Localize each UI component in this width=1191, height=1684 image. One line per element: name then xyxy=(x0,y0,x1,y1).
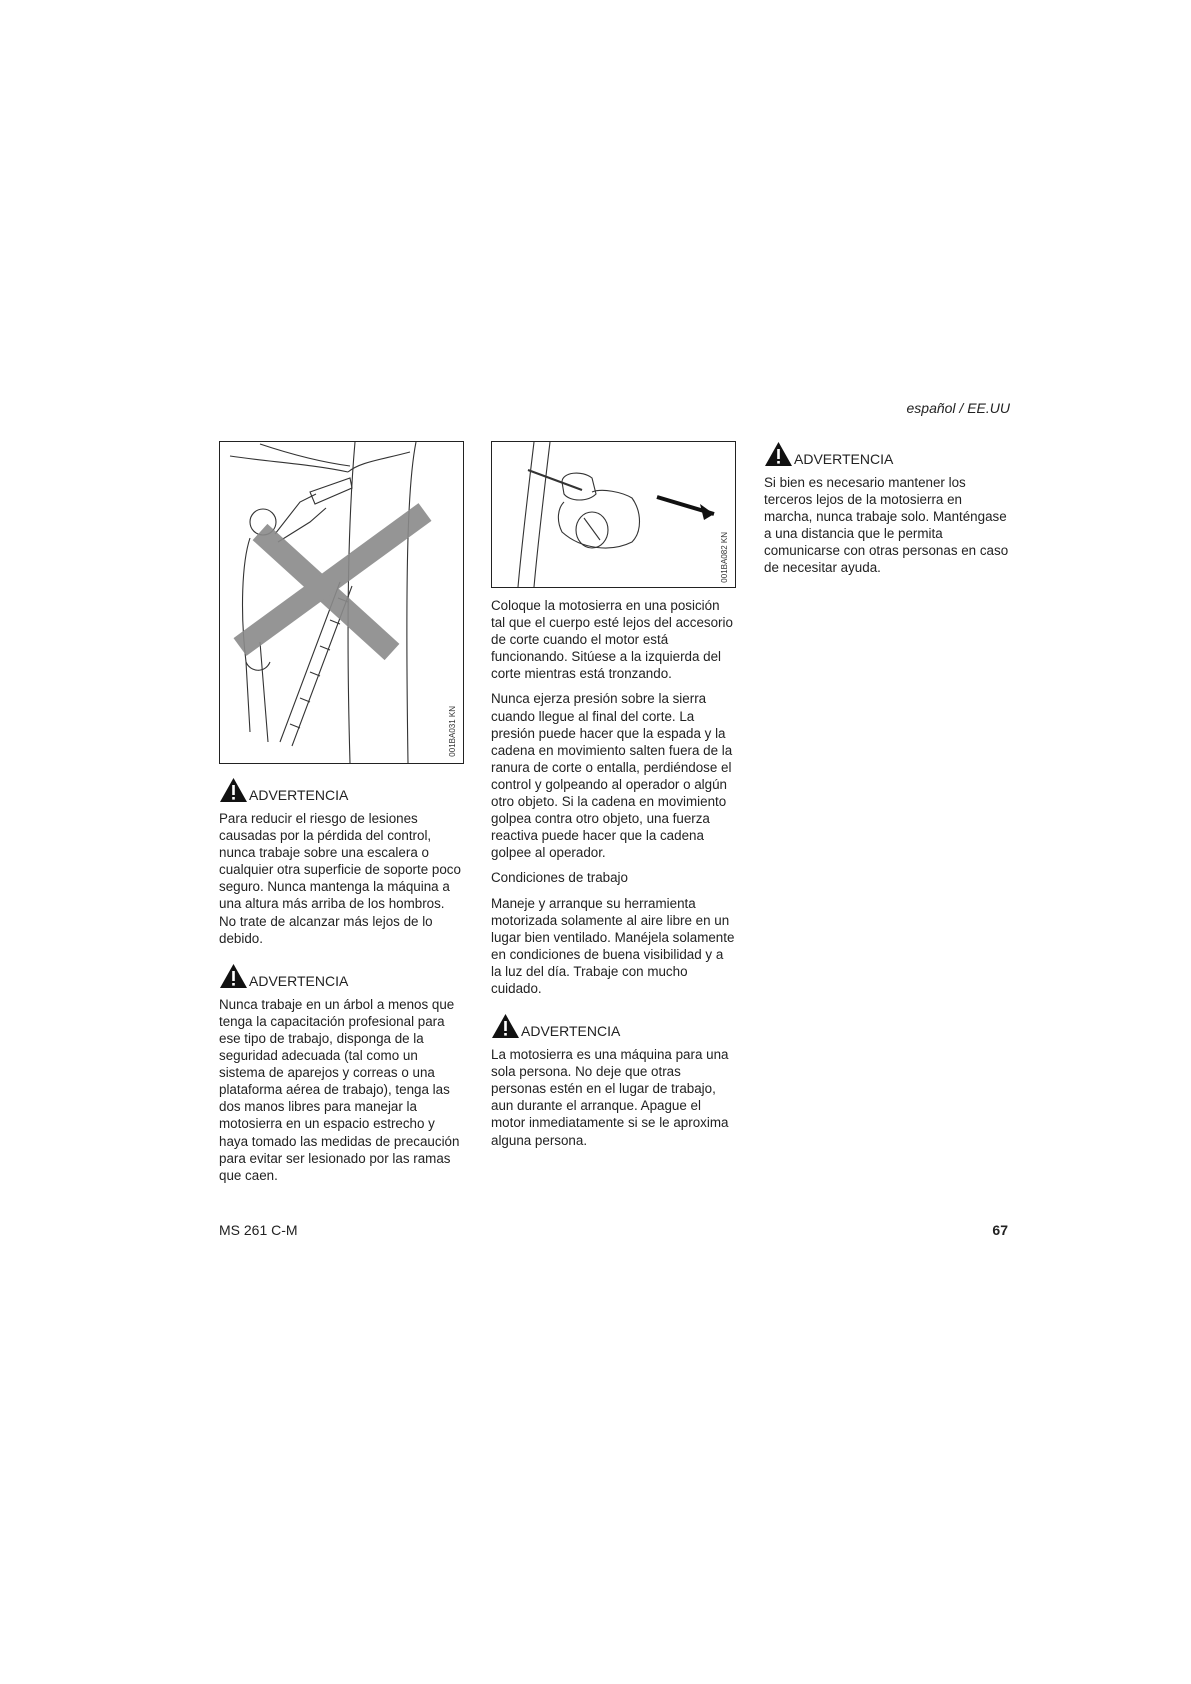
column-1 xyxy=(219,441,464,1192)
warning-text: La motosierra es una máquina para una sola persona. No deje que otras personas estén en el lugar de trabajo, aun durante el arranque. Apague el motor inmediatamente si se le aproxima alguna persona. xyxy=(491,1047,729,1148)
paragraph: Nunca ejerza presión sobre la sierra cuando llegue al final del corte. La presión puede hacer que la espada y la cadena en movimiento salten fuera de la ranura de corte o entalla, perdiéndose el control y golpeando al operador o algún otro objeto. Si la cadena en movimiento golpea contra otro objeto, una fuerza reactiva puede hacer que la cadena golpee al operador. xyxy=(491,691,733,861)
column-3 xyxy=(764,441,1009,585)
warning-heading xyxy=(219,963,464,989)
figure-code: 001BA031 KN xyxy=(447,706,457,757)
warning-heading xyxy=(764,441,1009,467)
warning-heading xyxy=(219,777,464,803)
section-subheading: Condiciones de trabajo xyxy=(491,870,628,886)
position-illustration xyxy=(492,442,735,587)
page-number: 67 xyxy=(992,1222,1008,1238)
footer-model: MS 261 C-M xyxy=(219,1222,298,1238)
ladder-illustration xyxy=(220,442,463,763)
warning-triangle-icon xyxy=(764,441,793,467)
figure-code: 001BA082 KN xyxy=(719,532,729,583)
warning-heading xyxy=(491,1013,736,1039)
column-2 xyxy=(491,441,736,1157)
warning-text: Si bien es necesario mantener los terceros lejos de la motosierra en marcha, nunca trabaje solo. Manténgase a una distancia que le permita comunicarse con otras personas en caso de necesitar ayuda. xyxy=(764,475,1009,576)
warning-title: ADVERTENCIA xyxy=(249,972,349,989)
paragraph: Maneje y arranque su herramienta motorizada solamente al aire libre en un lugar bien ventilado. Manéjela solamente en condiciones de buena visibilidad y a la luz del día. Trabaje con mucho cuidado. xyxy=(491,895,735,996)
warning-triangle-icon xyxy=(219,777,248,803)
warning-triangle-icon xyxy=(219,963,248,989)
figure-ladder xyxy=(219,441,464,764)
warning-title: ADVERTENCIA xyxy=(794,451,894,467)
warning-title: ADVERTENCIA xyxy=(521,1023,621,1040)
warning-text: Nunca trabaje en un árbol a menos que tenga la capacitación profesional para ese tipo de trabajo, disponga de la seguridad adecuada (tal como un sistema de aparejos y correas o una plataforma aérea de trabajo), tenga las dos manos libres para manejar la motosierra en un espacio estrecho y haya tomado las medidas de precaución para evitar ser lesionado por las ramas que caen. xyxy=(219,996,460,1183)
language-label: español / EE.UU xyxy=(906,400,1010,416)
warning-text: Para reducir el riesgo de lesiones causadas por la pérdida del control, nunca trabaje sobre una escalera o cualquier otra superficie de soporte poco seguro. Nunca mantenga la máquina a una altura más arriba de los hombros. No trate de alcanzar más lejos de lo debido. xyxy=(219,811,461,946)
warning-triangle-icon xyxy=(491,1013,520,1039)
paragraph: Coloque la motosierra en una posición tal que el cuerpo esté lejos del accesorio de corte cuando el motor está funcionando. Sitúese a la izquierda del corte mientras está tronzando. xyxy=(491,598,733,682)
figure-position xyxy=(491,441,736,588)
warning-title: ADVERTENCIA xyxy=(249,787,349,803)
